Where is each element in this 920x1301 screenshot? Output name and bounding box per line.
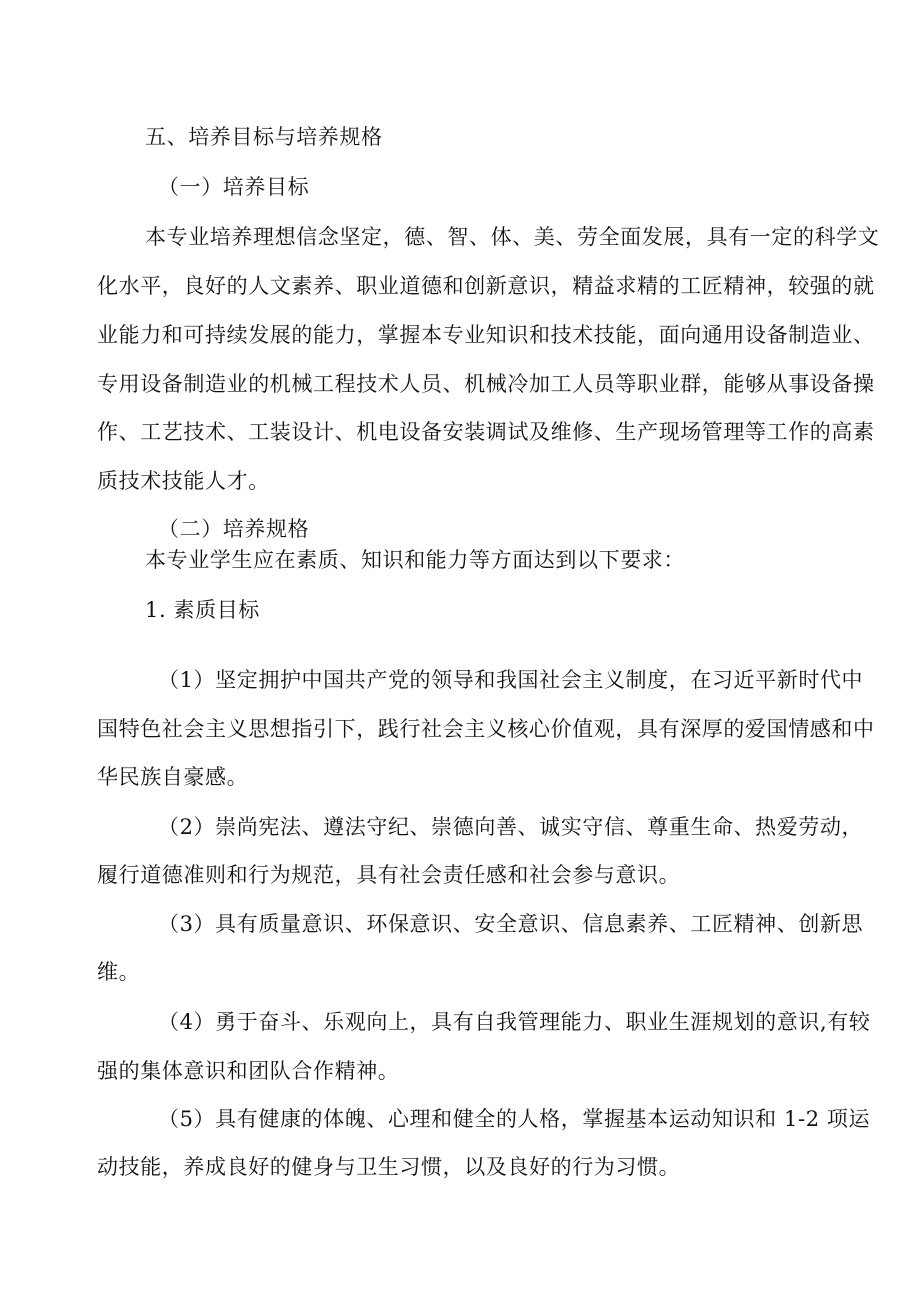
- section-heading: 五、培养目标与培养规格: [145, 125, 383, 149]
- list-item-line: （5）具有健康的体魄、心理和健全的人格，掌握基本运动知识和 1-2 项运: [158, 1107, 871, 1131]
- paragraph-line: 本专业培养理想信念坚定，德、智、体、美、劳全面发展，具有一定的科学文: [145, 225, 880, 249]
- quality-goals-heading: 1. 素质目标: [145, 598, 260, 622]
- list-item-line: 动技能，养成良好的健身与卫生习惯，以及良好的行为习惯。: [97, 1155, 681, 1179]
- list-item-line: （1）坚定拥护中国共产党的领导和我国社会主义制度，在习近平新时代中: [158, 668, 864, 692]
- paragraph-line: 业能力和可持续发展的能力，掌握本专业知识和技术技能，面向通用设备制造业、: [97, 323, 875, 347]
- paragraph-line: 化水平，良好的人文素养、职业道德和创新意识，精益求精的工匠精神，较强的就: [97, 274, 875, 298]
- subsection-heading-goals: （一）培养目标: [158, 175, 310, 199]
- list-item-line: （2）崇尚宪法、遵法守纪、崇德向善、诚实守信、尊重生命、热爱劳动，: [158, 815, 864, 839]
- list-item-line: 维。: [97, 960, 141, 984]
- paragraph-line: 质技术技能人才。: [97, 469, 270, 493]
- list-item-line: 履行道德准则和行为规范，具有社会责任感和社会参与意识。: [97, 863, 681, 887]
- specs-intro: 本专业学生应在素质、知识和能力等方面达到以下要求：: [145, 548, 685, 572]
- paragraph-line: 作、工艺技术、工装设计、机电设备安装调试及维修、生产现场管理等工作的高素: [97, 420, 875, 444]
- list-item-line: （4）勇于奋斗、乐观向上，具有自我管理能力、职业生涯规划的意识,有较: [158, 1010, 871, 1034]
- list-item-line: 华民族自豪感。: [97, 765, 249, 789]
- paragraph-line: 专用设备制造业的机械工程技术人员、机械冷加工人员等职业群，能够从事设备操: [97, 372, 875, 396]
- list-item-line: 强的集体意识和团队合作精神。: [97, 1059, 400, 1083]
- list-item-line: 国特色社会主义思想指引下，践行社会主义核心价值观，具有深厚的爱国情感和中: [97, 717, 875, 741]
- subsection-heading-specs: （二）培养规格: [158, 517, 310, 541]
- list-item-line: （3）具有质量意识、环保意识、安全意识、信息素养、工匠精神、创新思: [158, 912, 864, 936]
